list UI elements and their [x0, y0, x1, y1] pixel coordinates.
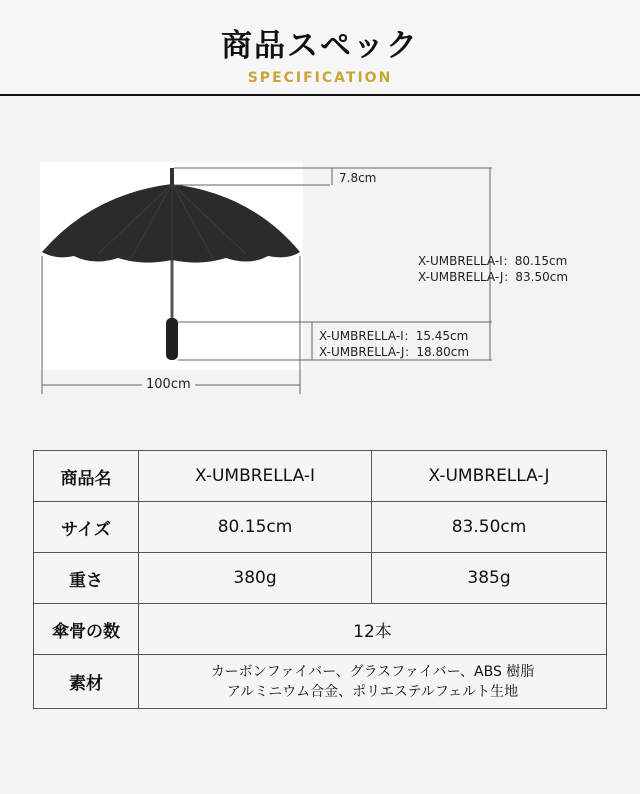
material-line-1: カーボンファイバー、グラスファイバー、ABS 樹脂 [210, 663, 535, 680]
product-name-j: X-UMBRELLA-J [372, 451, 607, 502]
size-j: 83.50cm [372, 502, 607, 553]
top-cap-dimension: 7.8cm [339, 171, 377, 185]
page-header [0, 0, 640, 96]
page-title: 商品スペック [221, 28, 419, 64]
row-label-product-name: 商品名 [34, 451, 139, 502]
umbrella-tip [170, 168, 174, 185]
umbrella-handle [166, 318, 178, 360]
table-row [34, 655, 607, 709]
row-label-rib-count: 傘骨の数 [34, 604, 139, 655]
spec-table [33, 450, 607, 709]
row-label-weight: 重さ [34, 553, 139, 604]
table-row [34, 553, 607, 604]
product-name-i: X-UMBRELLA-Ⅰ [139, 451, 372, 502]
table-row [34, 604, 607, 655]
handle-length-j: X-UMBRELLA-J：18.80cm [319, 345, 470, 359]
size-i: 80.15cm [139, 502, 372, 553]
table-row [34, 451, 607, 502]
umbrella-dimension-diagram [0, 94, 640, 414]
rib-count-value: 12本 [139, 604, 607, 655]
material-value [139, 655, 607, 709]
total-length-j: X-UMBRELLA-J：83.50cm [418, 270, 569, 284]
row-label-material: 素材 [34, 655, 139, 709]
handle-length-i: X-UMBRELLA-Ⅰ：15.45cm [319, 329, 469, 343]
weight-i: 380g [139, 553, 372, 604]
weight-j: 385g [372, 553, 607, 604]
table-row [34, 502, 607, 553]
material-line-2: アルミニウム合金、ポリエステルフェルト生地 [226, 683, 519, 700]
total-length-i: X-UMBRELLA-Ⅰ：80.15cm [418, 254, 568, 268]
umbrella-shaft [171, 260, 174, 320]
canopy-width-dimension: 100cm [142, 377, 195, 392]
row-label-size: サイズ [34, 502, 139, 553]
page-subtitle: SPECIFICATION [247, 70, 393, 86]
